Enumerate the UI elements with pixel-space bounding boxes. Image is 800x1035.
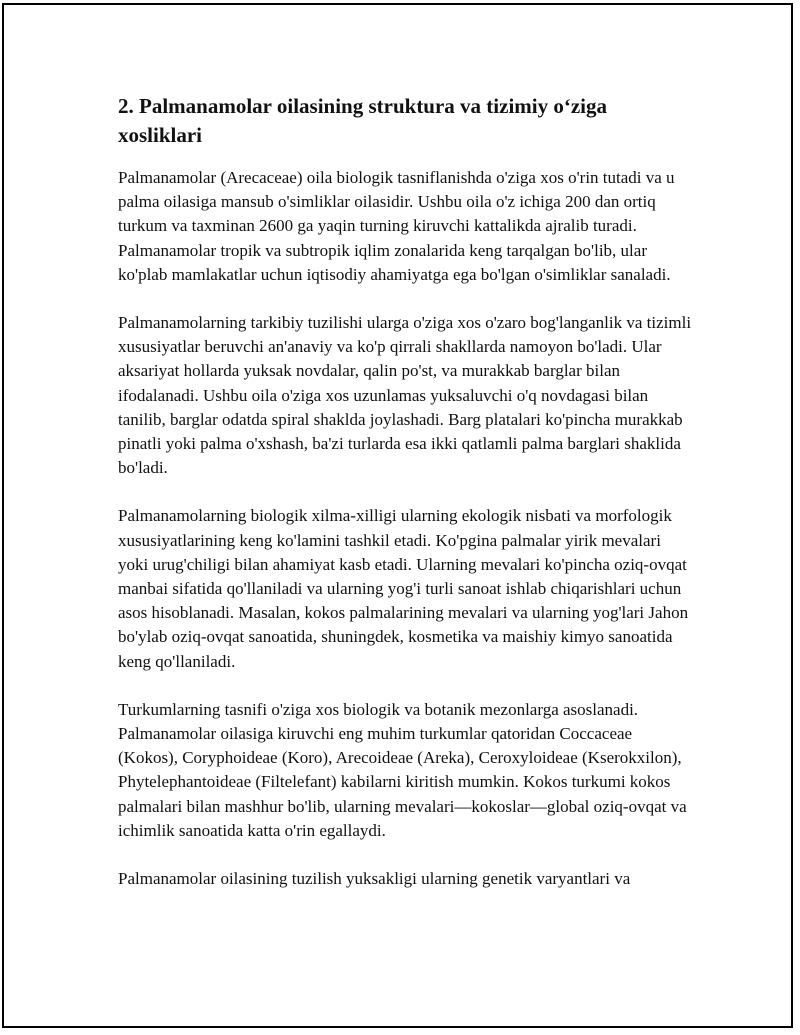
section-heading: 2. Palmanamolar oilasining struktura va tizimiy o‘ziga xosliklari — [118, 94, 608, 147]
document-body — [118, 92, 693, 915]
paragraph-2: Palmanamolarning tarkibiy tuzilishi ularga o'ziga xos o'zaro bog'langanlik va tizimli xususiyatlar beruvchi an'anaviy va ko'p qirrali shakllarda namoyon bo'ladi. Ular aksariyat hollarda yuksak novdalar, qalin po'st, va murakkab barglar bilan ifodalanadi. Ushbu oila o'ziga xos uzunlamas yuksaluvchi o'q novdagasi bilan tanilib, barglar odatda spiral shaklda joylashadi. Barg platalari ko'pincha murakkab pinatli yoki palma o'xshash, ba'zi turlarda esa ikki qatlamli palma barglari shaklida bo'ladi. — [118, 313, 692, 478]
paragraph-1: Palmanamolar (Arecaceae) oila biologik tasniflanishda o'ziga xos o'rin tutadi va u palma oilasiga mansub o'simliklar oilasidir. Ushbu oila o'z ichiga 200 dan ortiq turkum va taxminan 2600 ga yaqin turning kiruvchi kattalikda ajralib turadi. Palmanamolar tropik va subtropik iqlim zonalarida keng tarqalgan bo'lib, ular ko'plab mamlakatlar uchun iqtisodiy ahamiyatga ega bo'lgan o'simliklar sanaladi. — [118, 168, 675, 284]
paragraph-4: Turkumlarning tasnifi o'ziga xos biologik va botanik mezonlarga asoslanadi. Palmanamolar oilasiga kiruvchi eng muhim turkumlar qatoridan Coccaceae (Kokos), Coryphoideae (Koro), Arecoideae (Areka), Ceroxyloideae (Kserokxilon), Phytelephantoideae (Filtelefant) kabilarni kiritish mumkin. Kokos turkumi kokos palmalari bilan mashhur bo'lib, ularning mevalari—kokoslar—global oziq-ovqat va ichimlik sanoatida katta o'rin egallaydi. — [118, 699, 687, 840]
paragraph-3: Palmanamolarning biologik xilma-xilligi ularning ekologik nisbati va morfologik xususiyatlarining keng ko'lamini tashkil etadi. Ko'pgina palmalar yirik mevalari yoki urug'chiligi bilan ahamiyat kasb etadi. Ularning mevalari ko'pincha oziq-ovqat manbai sifatida qo'llaniladi va ularning yog'i turli sanoat ishlab chiqarishlari uchun asos hisoblanadi. Masalan, kokos palmalarining mevalari va ularning yog'lari Jahon bo'ylab oziq-ovqat sanoatida, shuningdek, kosmetika va maishiy kimyo sanoatida keng qo'llaniladi. — [118, 506, 689, 671]
paragraph-5: Palmanamolar oilasining tuzilish yuksakligi ularning genetik varyantlari va — [118, 869, 631, 889]
